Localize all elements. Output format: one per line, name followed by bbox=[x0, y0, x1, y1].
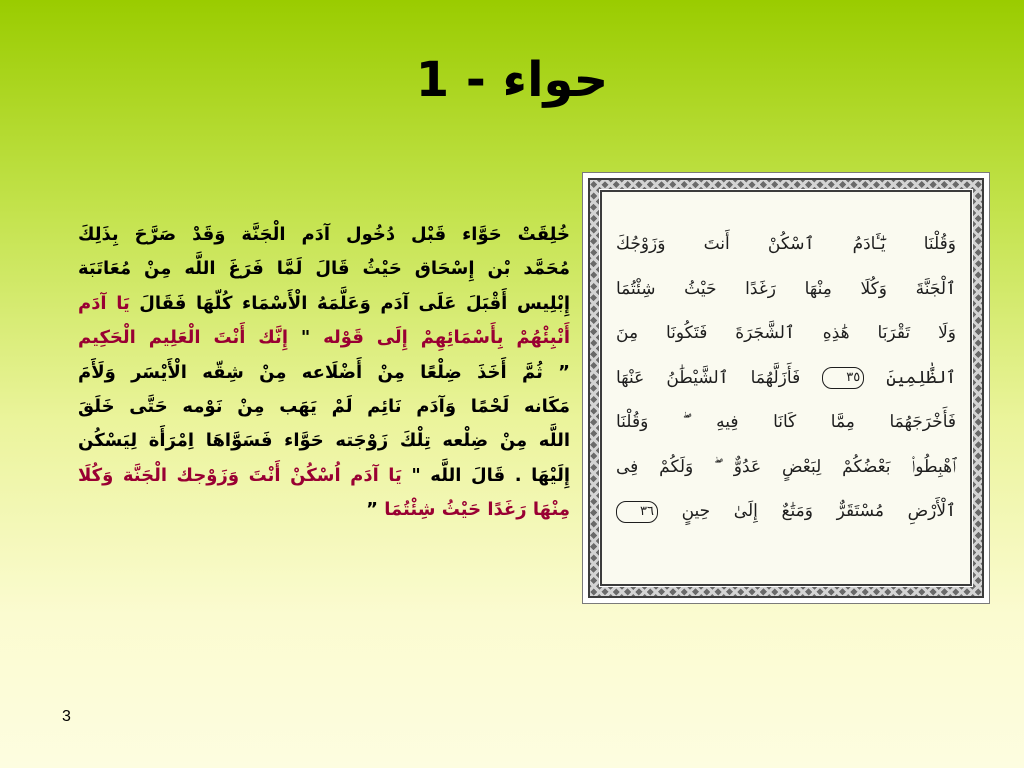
tafsir-line bbox=[78, 390, 570, 424]
quran-line: ٱهْبِطُوا۟ بَعْضُكُمْ لِبَعْضٍ عَدُوٌّ ۖ وَلَكُمْ فِى bbox=[616, 456, 956, 477]
quran-line: ٱلْجَنَّةَ وَكُلَا مِنْهَا رَغَدًا حَيْثُ شِئْتُمَا bbox=[616, 278, 956, 299]
quran-line: ٱلْأَرْضِ مُسْتَقَرٌّ وَمَتَٰعٌ إِلَىٰ حِينٍ ٣٦ bbox=[616, 489, 956, 534]
tafsir-line bbox=[78, 493, 570, 527]
verse-quote: أَنْبِئْهُمْ بِأَسْمَائِهِمْ إِلَى قَوْله bbox=[323, 327, 570, 349]
tafsir-line bbox=[78, 459, 570, 493]
page-number: 3 bbox=[62, 708, 71, 725]
tafsir-line bbox=[78, 287, 570, 321]
quran-line: وَقُلْنَا يَٰٓـَٔادَمُ ٱسْكُنْ أَنتَ وَزَوْجُكَ bbox=[616, 234, 956, 254]
tafsir-line bbox=[78, 218, 570, 252]
tafsir-segment: إِلَيْهَا . قَالَ اللَّه " bbox=[401, 464, 570, 486]
quran-page-text bbox=[600, 190, 972, 586]
tafsir-text-block bbox=[78, 218, 570, 528]
verse-quote: يَا آدَم اُسْكُنْ أَنْتَ وَزَوْجك الْجَنَّة وَكُلَا bbox=[78, 464, 402, 486]
tafsir-segment: إِبْلِيس أَقْبَلَ عَلَى آدَم وَعَلَّمَهُ الْأَسْمَاء كُلّهَا فَقَالَ bbox=[129, 292, 571, 314]
tafsir-segment: ” ثُمَّ أَخَذَ ضِلْعًا مِنْ أَضْلَاعه مِنْ شِقّه الْأَيْسَر وَلَأَمَ bbox=[78, 361, 570, 383]
tafsir-line bbox=[78, 321, 570, 355]
quran-line: ٱلظَّٰلِمِينَ ٣٥ فَأَزَلَّهُمَا ٱلشَّيْطَٰنُ عَنْهَا bbox=[616, 367, 956, 388]
tafsir-segment: اللَّه مِنْ ضِلْعه تِلْكَ زَوْجَته حَوَّاء فَسَوَّاهَا اِمْرَأَة لِيَسْكُن bbox=[78, 430, 570, 452]
tafsir-line bbox=[78, 252, 570, 286]
tafsir-segment: مَكَانه لَحْمًا وَآدَم نَائِم لَمْ يَهَب مِنْ نَوْمه حَتَّى خَلَقَ bbox=[78, 396, 570, 418]
ornamental-border-icon bbox=[588, 178, 984, 598]
tafsir-segment: ” bbox=[366, 499, 385, 521]
tafsir-segment: مُحَمَّد بْن إِسْحَاق حَيْثُ قَالَ لَمَّا فَرَغَ اللَّه مِنْ مُعَاتَبَة bbox=[78, 258, 570, 280]
quran-page-image bbox=[582, 172, 990, 604]
quran-line: وَلَا تَقْرَبَا هَٰذِهِ ٱلشَّجَرَةَ فَتَكُونَا مِنَ bbox=[616, 323, 956, 343]
verse-quote: إِنَّك أَنْتَ الْعَلِيم الْحَكِيم bbox=[78, 327, 288, 349]
ayah-number-marker: ٣٥ bbox=[822, 367, 864, 389]
verse-quote: يَا آدَم bbox=[78, 292, 130, 314]
verse-quote: مِنْهَا رَغَدًا حَيْثُ شِئْتُمَا bbox=[384, 499, 570, 521]
tafsir-segment: " bbox=[288, 327, 324, 349]
slide-title: حواء - 1 bbox=[415, 52, 609, 108]
tafsir-line bbox=[78, 424, 570, 458]
quran-line: فَأَخْرَجَهُمَا مِمَّا كَانَا فِيهِ ۖ وَقُلْنَا bbox=[616, 412, 956, 432]
tafsir-segment: خُلِقَتْ حَوَّاء قَبْل دُخُول آدَم الْجَنَّة وَقَدْ صَرَّحَ بِذَلِكَ bbox=[78, 224, 570, 245]
ayah-number-marker: ٣٦ bbox=[616, 501, 658, 523]
tafsir-line bbox=[78, 356, 570, 390]
